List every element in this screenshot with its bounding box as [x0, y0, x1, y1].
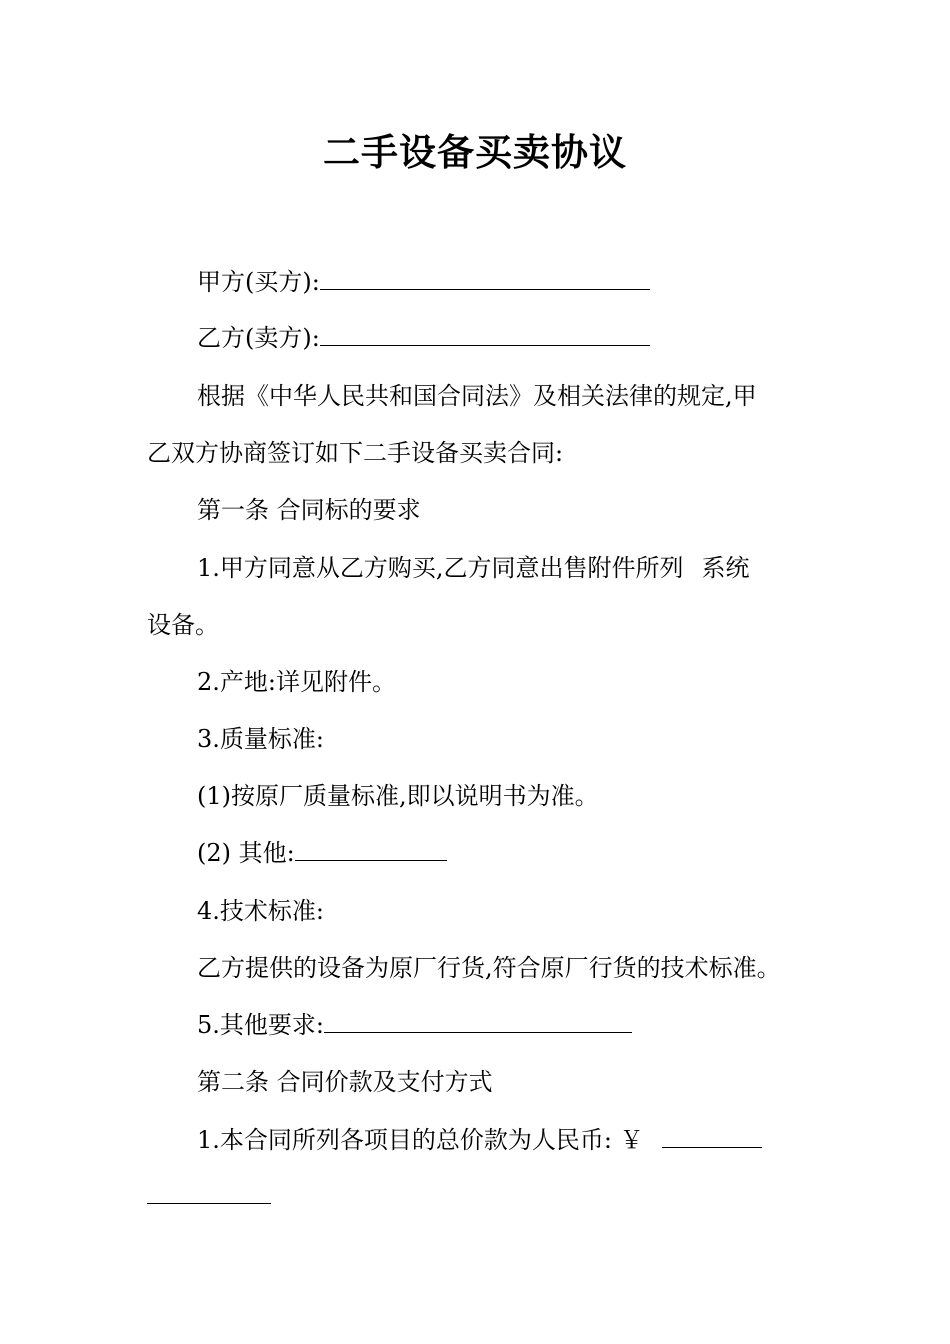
item-3-sub-2-line — [197, 835, 447, 871]
item-1-line — [197, 550, 750, 586]
item-3: 3.质量标准: — [197, 725, 324, 753]
item-5-line — [197, 1007, 632, 1043]
party-b-blank[interactable] — [320, 323, 650, 346]
price-continuation-line — [147, 1178, 271, 1214]
party-b-line — [197, 320, 650, 356]
item-1-continuation: 设备。 — [147, 611, 219, 639]
item-4-text: 乙方提供的设备为原厂行货,符合原厂行货的技术标准。 — [197, 954, 781, 982]
item-1-text: 1.甲方同意从乙方购买,乙方同意出售附件所列 — [197, 554, 684, 582]
party-b-label: 乙方(卖方): — [197, 324, 320, 352]
price-blank[interactable] — [662, 1125, 762, 1148]
item-3-sub-2-blank[interactable] — [295, 838, 447, 861]
item-3-sub-1: (1)按原厂质量标准,即以说明书为准。 — [197, 782, 599, 810]
item-3-sub-2-label: (2) 其他: — [197, 839, 295, 867]
price-line — [197, 1122, 762, 1158]
party-a-blank[interactable] — [320, 267, 650, 290]
article-1-heading: 第一条 合同标的要求 — [197, 496, 421, 524]
price-label: 1.本合同所列各项目的总价款为人民币: ￥ — [197, 1126, 644, 1154]
party-a-line — [197, 264, 650, 300]
item-4: 4.技术标准: — [197, 897, 324, 925]
party-a-label: 甲方(买方): — [197, 268, 320, 296]
document-title: 二手设备买卖协议 — [323, 130, 627, 174]
item-2: 2.产地:详见附件。 — [197, 668, 396, 696]
item-5-blank[interactable] — [324, 1010, 632, 1033]
item-5-label: 5.其他要求: — [197, 1011, 324, 1039]
intro-line-2: 乙双方协商签订如下二手设备买卖合同: — [147, 439, 564, 467]
intro-line-1: 根据《中华人民共和国合同法》及相关法律的规定,甲 — [197, 382, 757, 410]
item-1-system: 系统 — [701, 554, 750, 582]
article-2-heading: 第二条 合同价款及支付方式 — [197, 1068, 493, 1096]
price-continuation-blank[interactable] — [147, 1181, 271, 1204]
